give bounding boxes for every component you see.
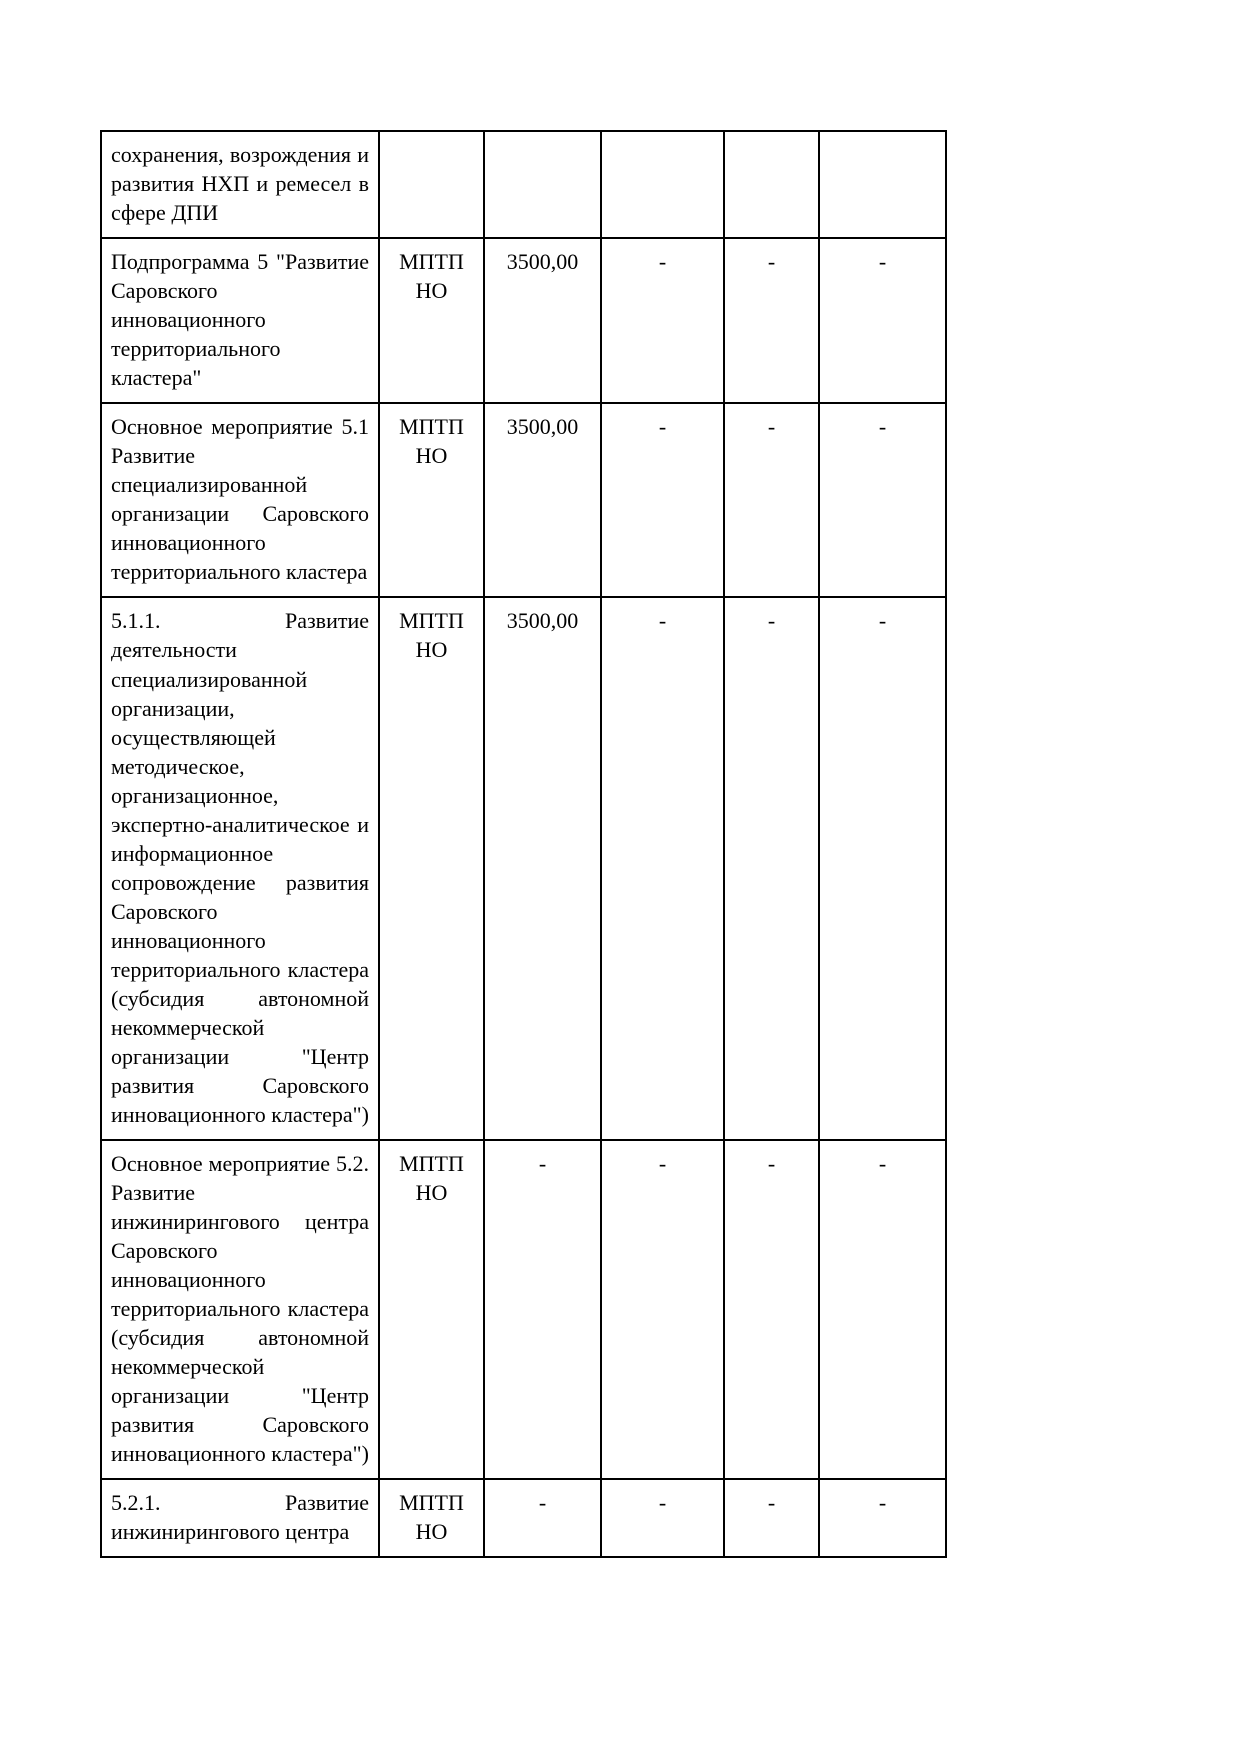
amount-cell [484,131,601,238]
program-budget-table [100,130,947,1558]
measure-name-cell: Основное мероприятие 5.1 Развитие специализированной организации Саровского инновационного территориального кластера [101,403,379,597]
amount-cell: 3500,00 [484,403,601,597]
table-row [101,1479,946,1557]
amount-cell: - [601,597,724,1140]
amount-cell: - [819,1479,946,1557]
table-row [101,238,946,403]
amount-cell: - [601,1140,724,1479]
amount-cell [601,131,724,238]
amount-cell: - [601,238,724,403]
amount-cell: - [724,403,819,597]
amount-cell: 3500,00 [484,597,601,1140]
amount-cell: - [724,238,819,403]
amount-cell: - [601,1479,724,1557]
amount-cell: - [819,403,946,597]
measure-name-cell: сохранения, возрождения и развития НХП и ремесел в сфере ДПИ [101,131,379,238]
table-row [101,403,946,597]
amount-cell [724,131,819,238]
executor-cell: МПТП НО [379,1140,484,1479]
amount-cell: - [484,1479,601,1557]
measure-name-cell: Подпрограмма 5 "Развитие Саровского инновационного территориального кластера" [101,238,379,403]
executor-cell: МПТП НО [379,238,484,403]
amount-cell: - [819,597,946,1140]
amount-cell: 3500,00 [484,238,601,403]
amount-cell: - [601,403,724,597]
amount-cell: - [819,238,946,403]
table-row [101,1140,946,1479]
executor-cell: МПТП НО [379,403,484,597]
executor-cell [379,131,484,238]
amount-cell: - [484,1140,601,1479]
amount-cell: - [724,1140,819,1479]
executor-cell: МПТП НО [379,1479,484,1557]
measure-name-cell: Основное мероприятие 5.2. Развитие инжинирингового центра Саровского инновационного территориального кластера (субсидия автономной некоммерческой организации "Центр развития Саровского инновационного кластера") [101,1140,379,1479]
amount-cell: - [724,1479,819,1557]
measure-name-cell: 5.2.1. Развитие инжинирингового центра [101,1479,379,1557]
table-row [101,597,946,1140]
executor-cell: МПТП НО [379,597,484,1140]
table-row [101,131,946,238]
amount-cell [819,131,946,238]
amount-cell: - [819,1140,946,1479]
measure-name-cell: 5.1.1. Развитие деятельности специализированной организации, осуществляющей методическое, организационное, экспертно-аналитическое и информационное сопровождение развития Саровского инновационного территориального кластера (субсидия автономной некоммерческой организации "Центр развития Саровского инновационного кластера") [101,597,379,1140]
amount-cell: - [724,597,819,1140]
